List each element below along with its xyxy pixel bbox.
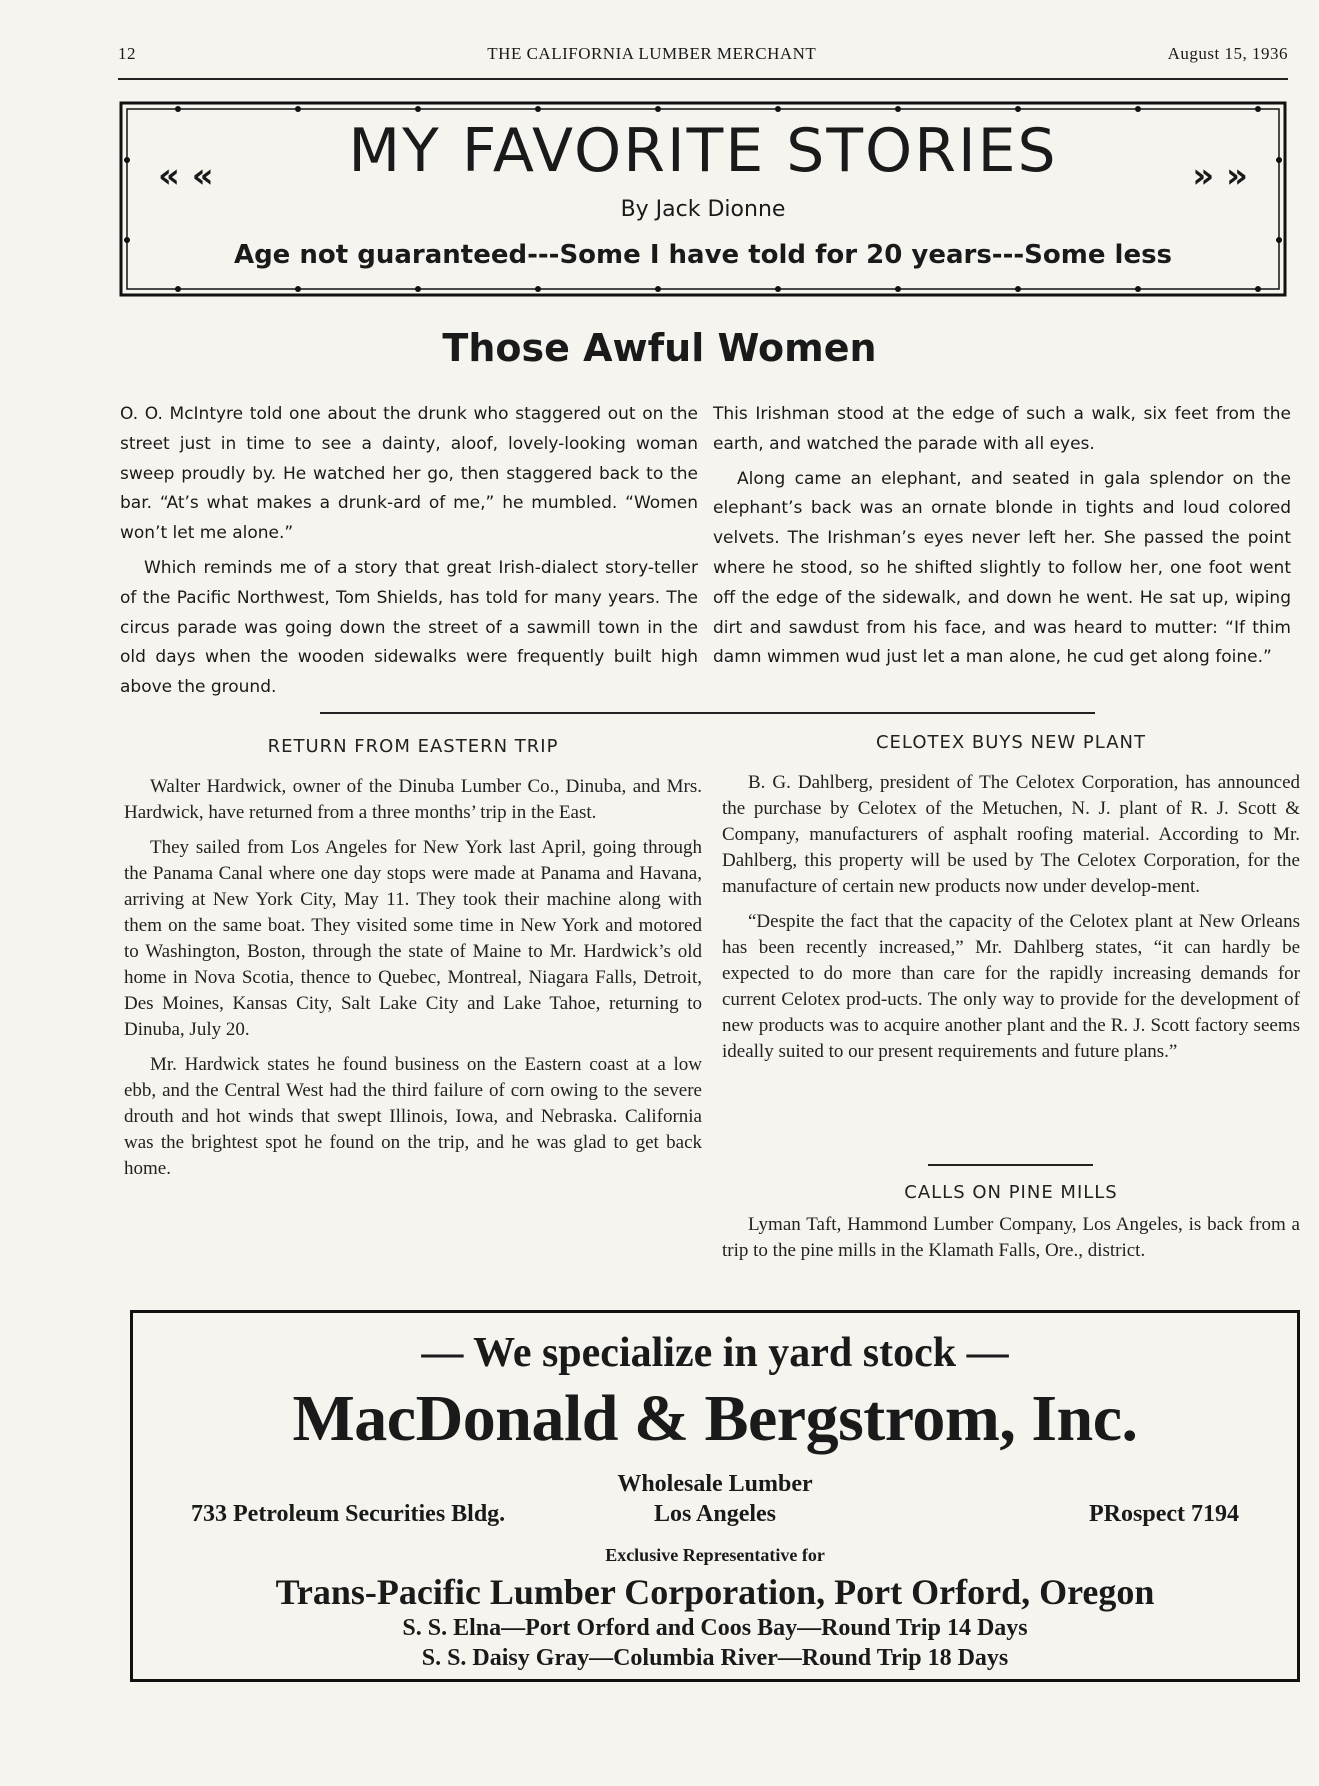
ad-wholesale: Wholesale Lumber xyxy=(617,1471,813,1497)
story-right-column xyxy=(713,400,1291,678)
banner-title: MY FAVORITE STORIES xyxy=(348,116,1058,186)
article-heading: RETURN FROM EASTERN TRIP xyxy=(267,736,559,757)
ad-city: Los Angeles xyxy=(653,1501,776,1527)
story-paragraph: Along came an elephant, and seated in gala splendor on the elephant’s back was an ornate blonde in tights and loud colored velvets. The Irishman’s eyes never left her. She passed the point where he stood, so he shifted slightly to follow her, one foot went off the edge of the sidewalk, and down he went. He sat up, wiping dirt and sawdust from his face, and was heard to mutter: “If thim damn wimmen wud just let a man alone, he cud get along foine.” xyxy=(713,468,1291,668)
banner-byline: By Jack Dionne xyxy=(620,197,786,222)
ad-exclusive: Exclusive Representative for xyxy=(605,1545,825,1565)
article-paragraph: “Despite the fact that the capacity of the Celotex plant at New Orleans has been recently increased,” Mr. Dahlberg states, “it can hardly be expected to do more than care for the rapidly increasing demands for current Celotex prod-ucts. The only way to provide for the development of new products was to acquire another plant and the R. J. Scott factory seems ideally suited to our present requirements and future plans.” xyxy=(722,911,1300,1062)
advertisement xyxy=(130,1310,1300,1682)
story-left-column xyxy=(120,400,698,708)
ad-address: 733 Petroleum Securities Bldg. xyxy=(191,1501,506,1527)
banner-tagline: Age not guaranteed---Some I have told for 20 years---Some less xyxy=(233,240,1173,270)
article-heading: CALLS ON PINE MILLS xyxy=(904,1182,1118,1203)
publication-name: THE CALIFORNIA LUMBER MERCHANT xyxy=(487,44,817,63)
article-divider xyxy=(928,1164,1093,1166)
ad-ship-route: S. S. Elna—Port Orford and Coos Bay—Round Trip 14 Days xyxy=(402,1615,1028,1641)
section-divider xyxy=(320,712,1095,714)
column-banner xyxy=(118,100,1288,300)
article-eastern-trip xyxy=(124,734,702,1191)
ad-company-name: MacDonald & Bergstrom, Inc. xyxy=(292,1382,1138,1455)
article-pine-mills xyxy=(722,1180,1300,1273)
ad-phone: PRospect 7194 xyxy=(1089,1501,1239,1527)
article-paragraph: They sailed from Los Angeles for New York last April, going through the Panama Canal where one day stops were made at Panama and Havana, arriving at New York City, May 11. They took their machine along with them on the same boat. They visited some time in New York and motored to Washington, Boston, through the state of Maine to Mr. Hardwick’s old home in Nova Scotia, thence to Quebec, Montreal, Niagara Falls, Detroit, Des Moines, Kansas City, Salt Lake City and Lake Tahoe, returning to Dinuba, July 20. xyxy=(124,837,702,1040)
ad-slogan: — We specialize in yard stock — xyxy=(421,1330,1009,1376)
ad-ship-route: S. S. Daisy Gray—Columbia River—Round Trip 18 Days xyxy=(421,1645,1009,1671)
article-heading: CELOTEX BUYS NEW PLANT xyxy=(875,732,1146,753)
ad-represented-company: Trans-Pacific Lumber Corporation, Port Orford, Oregon xyxy=(275,1572,1155,1612)
page-number: 12 xyxy=(118,44,136,63)
banner-right-marks: » » xyxy=(1192,156,1248,196)
article-celotex xyxy=(722,730,1300,1074)
story-paragraph: This Irishman stood at the edge of such a walk, six feet from the earth, and watched the parade with all eyes. xyxy=(713,404,1291,454)
story-title: Those Awful Women xyxy=(442,326,877,370)
article-paragraph: B. G. Dahlberg, president of The Celotex Corporation, has announced the purchase by Celotex of the Metuchen, N. J. plant of R. J. Scott & Company, manufacturers of asphalt roofing material. According to Mr. Dahlberg, this property will be used by The Celotex Corporation, for the manufacture of certain new products now under develop-ment. xyxy=(722,772,1300,897)
story-paragraph: O. O. McIntyre told one about the drunk who staggered out on the street just in time to see a dainty, aloof, lovely-looking woman sweep proudly by. He watched her go, then staggered back to the bar. “At’s what makes a drunk-ard of me,” he mumbled. “Women won’t let me alone.” xyxy=(120,404,698,544)
article-paragraph: Walter Hardwick, owner of the Dinuba Lumber Co., Dinuba, and Mrs. Hardwick, have returned from a three months’ trip in the East. xyxy=(124,776,702,823)
banner-left-marks: « « xyxy=(158,156,214,196)
header-rule xyxy=(118,78,1288,80)
story-paragraph: Which reminds me of a story that great Irish-dialect story-teller of the Pacific Northwest, Tom Shields, has told for many years. The circus parade was going down the street of a sawmill town in the old days when the wooden sidewalks were frequently built high above the ground. xyxy=(120,557,698,698)
article-paragraph: Lyman Taft, Hammond Lumber Company, Los Angeles, is back from a trip to the pine mills in the Klamath Falls, Ore., district. xyxy=(722,1214,1300,1261)
running-header xyxy=(118,44,1288,64)
issue-date: August 15, 1936 xyxy=(1167,44,1288,63)
article-paragraph: Mr. Hardwick states he found business on the Eastern coast at a low ebb, and the Central West had the third failure of corn owing to the severe drouth and hot winds that swept Illinois, Iowa, and Nebraska. California was the brightest spot he found on the trip, and he was glad to get back home. xyxy=(124,1054,702,1179)
